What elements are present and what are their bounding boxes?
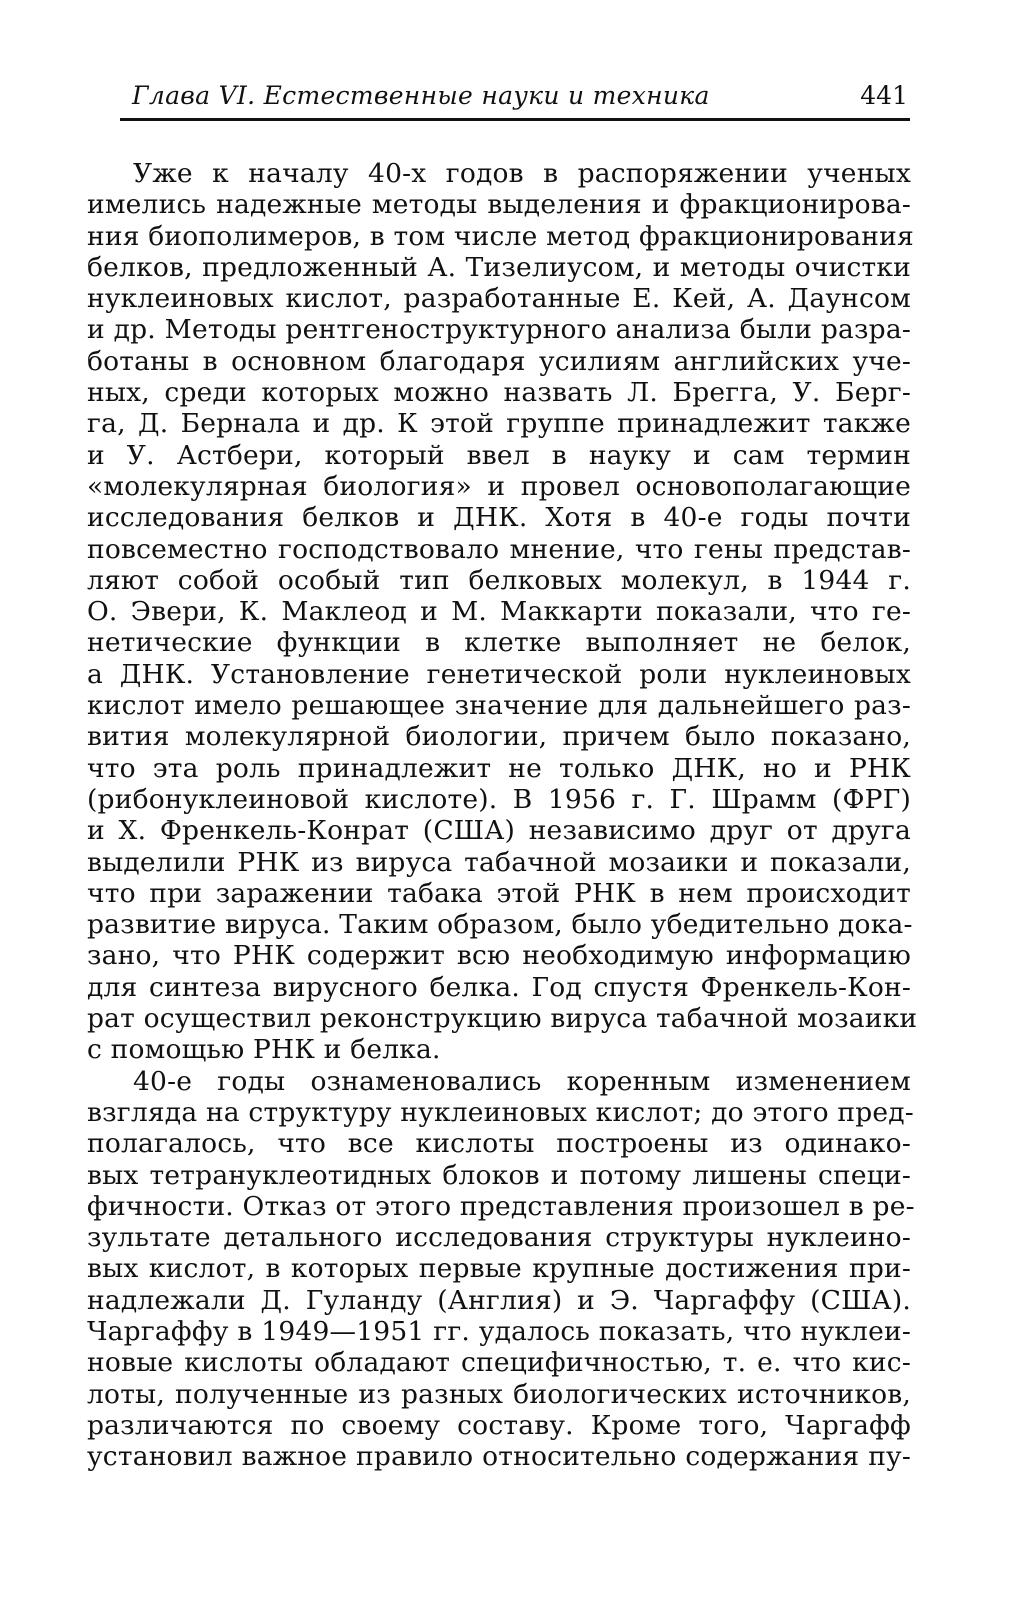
text-line: ляют собой особый тип белковых молекул, в 1944 г. xyxy=(87,564,911,596)
text-line: развитие вируса. Таким образом, было убедительно дока- xyxy=(87,909,913,941)
text-line: новые кислоты обладают специфичностью, т. е. что кис- xyxy=(87,1347,911,1379)
text-line: и Х. Френкель-Конрат (США) независимо друг от друга xyxy=(87,815,911,847)
running-head xyxy=(120,76,908,116)
text-line: Уже к началу 40-х годов в распоряжении ученых xyxy=(133,158,911,189)
text-line: га, Д. Бернала и др. К этой группе принадлежит также xyxy=(87,408,911,440)
text-line: что при заражении табака этой РНК в нем происходит xyxy=(87,877,911,909)
text-line: (рибонуклеиновой кислоте). В 1956 г. Г. Шрамм (ФРГ) xyxy=(87,783,911,815)
text-line: О. Эвери, К. Маклеод и М. Маккарти показали, что ге- xyxy=(87,596,911,628)
text-line: полагалось, что все кислоты построены из одинако- xyxy=(87,1128,911,1160)
text-line: вых тетрануклеотидных блоков и потому лишены специ- xyxy=(87,1159,911,1191)
text-line: надлежали Д. Гуланду (Англия) и Э. Чаргаффу (США). xyxy=(87,1284,911,1316)
text-line: взгляда на структуру нуклеиновых кислот; до этого пред- xyxy=(87,1096,914,1128)
text-line: зультате детального исследования структуры нуклеино- xyxy=(87,1222,911,1254)
text-line: и др. Методы рентгеноструктурного анализа были разра- xyxy=(87,314,911,346)
text-line: зано, что РНК содержит всю необходимую информацию xyxy=(87,940,911,972)
text-line: «молекулярная биология» и провел основополагающие xyxy=(87,470,911,502)
text-line: вых кислот, в которых первые крупные достижения при- xyxy=(87,1253,911,1285)
text-line: выделили РНК из вируса табачной мозаики и показали, xyxy=(87,846,911,878)
text-line: для синтеза вирусного белка. Год спустя Френкель-Кон- xyxy=(87,971,911,1003)
text-line: установил важное правило относительно содержания пу- xyxy=(87,1441,911,1473)
page-number: 441 xyxy=(860,81,908,110)
text-line: ния биополимеров, в том числе метод фракционирования xyxy=(87,220,914,252)
text-line: рат осуществил реконструкцию вируса табачной мозаики xyxy=(87,1003,918,1035)
text-line: Чаргаффу в 1949—1951 гг. удалось показать, что нуклеи- xyxy=(87,1315,911,1347)
text-line: а ДНК. Установление генетической роли нуклеиновых xyxy=(87,658,911,690)
text-line: 40-е годы ознаменовались коренным изменением xyxy=(133,1065,911,1097)
text-line: белков, предложенный А. Тизелиусом, и методы очистки xyxy=(87,251,911,283)
text-line: нуклеиновых кислот, разработанные Е. Кей, А. Даунсом xyxy=(87,283,911,315)
text-line: имелись надежные методы выделения и фракционирова- xyxy=(87,189,911,221)
text-line: исследования белков и ДНК. Хотя в 40-е годы почти xyxy=(87,502,911,534)
text-line: ных, среди которых можно назвать Л. Брегга, У. Берг- xyxy=(87,377,911,409)
text-line: повсеместно господствовало мнение, что гены представ- xyxy=(87,533,911,565)
text-line: вития молекулярной биологии, причем было показано, xyxy=(87,721,911,753)
paragraph-2 xyxy=(87,1065,915,1473)
text-line: различаются по своему составу. Кроме того, Чаргафф xyxy=(87,1409,911,1441)
text-line: фичности. Отказ от этого представления произошел в ре- xyxy=(87,1190,915,1222)
header-rule xyxy=(120,118,910,121)
text-line: что эта роль принадлежит не только ДНК, но и РНК xyxy=(87,752,911,784)
text-line: ботаны в основном благодаря усилиям английских уче- xyxy=(87,345,911,377)
text-line: нетические функции в клетке выполняет не белок, xyxy=(87,627,911,659)
paragraph-1 xyxy=(87,158,918,1066)
text-line: и У. Астбери, который ввел в науку и сам термин xyxy=(87,439,911,471)
body-text xyxy=(87,158,918,1473)
text-line: кислот имело решающее значение для дальнейшего раз- xyxy=(87,690,911,722)
text-line: с помощью РНК и белка. xyxy=(87,1034,441,1066)
text-line: лоты, полученные из разных биологических источников, xyxy=(87,1378,911,1410)
running-title: Глава VI. Естественные науки и техника xyxy=(132,81,710,110)
